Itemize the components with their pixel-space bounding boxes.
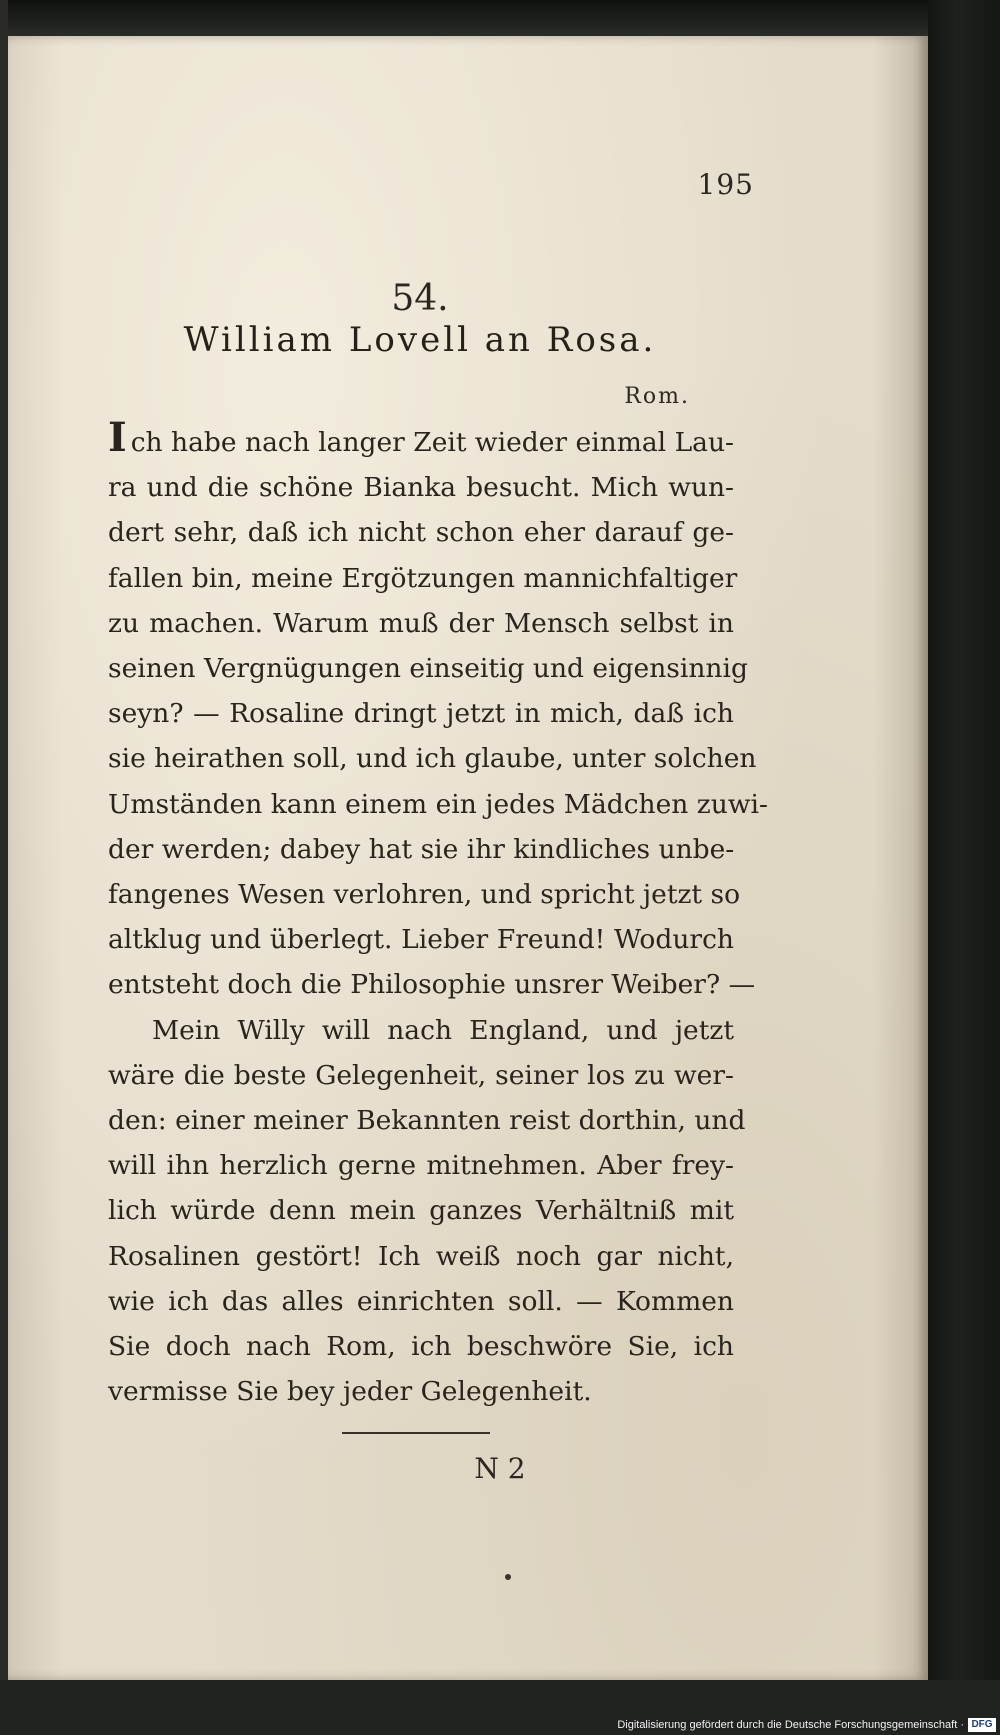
signature-mark: N 2	[474, 1452, 526, 1485]
text-line: dert sehr, daß ich nicht schon eher darauf ge-	[108, 517, 734, 549]
text-line: lich würde denn mein ganzes Verhältniß mit	[108, 1195, 734, 1227]
scan-top-edge	[0, 0, 1000, 36]
text-line: Mein Willy will nach England, und jetzt	[152, 1014, 734, 1046]
text-line: will ihn herzlich gerne mitnehmen. Aber frey-	[108, 1150, 734, 1182]
letter-title: William Lovell an Rosa.	[183, 320, 657, 360]
text-line: Ich habe nach langer Zeit wieder einmal Lau-	[108, 414, 734, 461]
text-line: seinen Vergnügungen einseitig und eigensinnig	[108, 653, 748, 685]
text-line: entsteht doch die Philosophie unsrer Weiber? —	[108, 969, 756, 1001]
letter-body	[108, 414, 768, 1414]
text-line: ra und die schöne Bianka besucht. Mich wun-	[108, 472, 734, 504]
text-line: vermisse Sie bey jeder Gelegenheit.	[108, 1376, 592, 1408]
letter-number: 54.	[391, 278, 449, 319]
text-line: Umständen kann einem ein jedes Mädchen zuwi-	[108, 788, 768, 820]
text-line: der werden; dabey hat sie ihr kindliches unbe-	[108, 833, 735, 865]
text-line: zu machen. Warum muß der Mensch selbst in	[108, 607, 734, 639]
text-line: seyn? — Rosaline dringt jetzt in mich, daß ich	[108, 698, 734, 730]
text-line: fallen bin, meine Ergötzungen mannichfaltiger	[108, 562, 738, 594]
book-cover-left-edge	[0, 0, 8, 1735]
text-line: Rosalinen gestört! Ich weiß noch gar nicht,	[108, 1240, 734, 1272]
letter-place: Rom.	[624, 384, 690, 409]
text-line: Sie doch nach Rom, ich beschwöre Sie, ich	[108, 1331, 734, 1363]
dfg-logo: DFG	[968, 1718, 996, 1732]
ink-dot	[505, 1574, 511, 1580]
text-line: altklug und überlegt. Lieber Freund! Wodurch	[108, 924, 734, 956]
book-cover-right-edge	[928, 0, 1000, 1735]
text-line: den: einer meiner Bekannten reist dorthin, und	[108, 1105, 746, 1137]
text-line: sie heirathen soll, und ich glaube, unter solchen	[108, 743, 757, 775]
end-rule	[342, 1432, 490, 1434]
digitization-credit: Digitalisierung gefördert durch die Deutsche Forschungsgemeinschaft ·	[617, 1719, 964, 1731]
text-line: wäre die beste Gelegenheit, seiner los zu wer-	[108, 1059, 734, 1091]
drop-cap: I	[108, 414, 127, 461]
text-line: wie ich das alles einrichten soll. — Kommen	[108, 1285, 734, 1317]
page-number: 195	[697, 168, 754, 201]
text-line: fangenes Wesen verlohren, und spricht jetzt so	[108, 879, 741, 911]
